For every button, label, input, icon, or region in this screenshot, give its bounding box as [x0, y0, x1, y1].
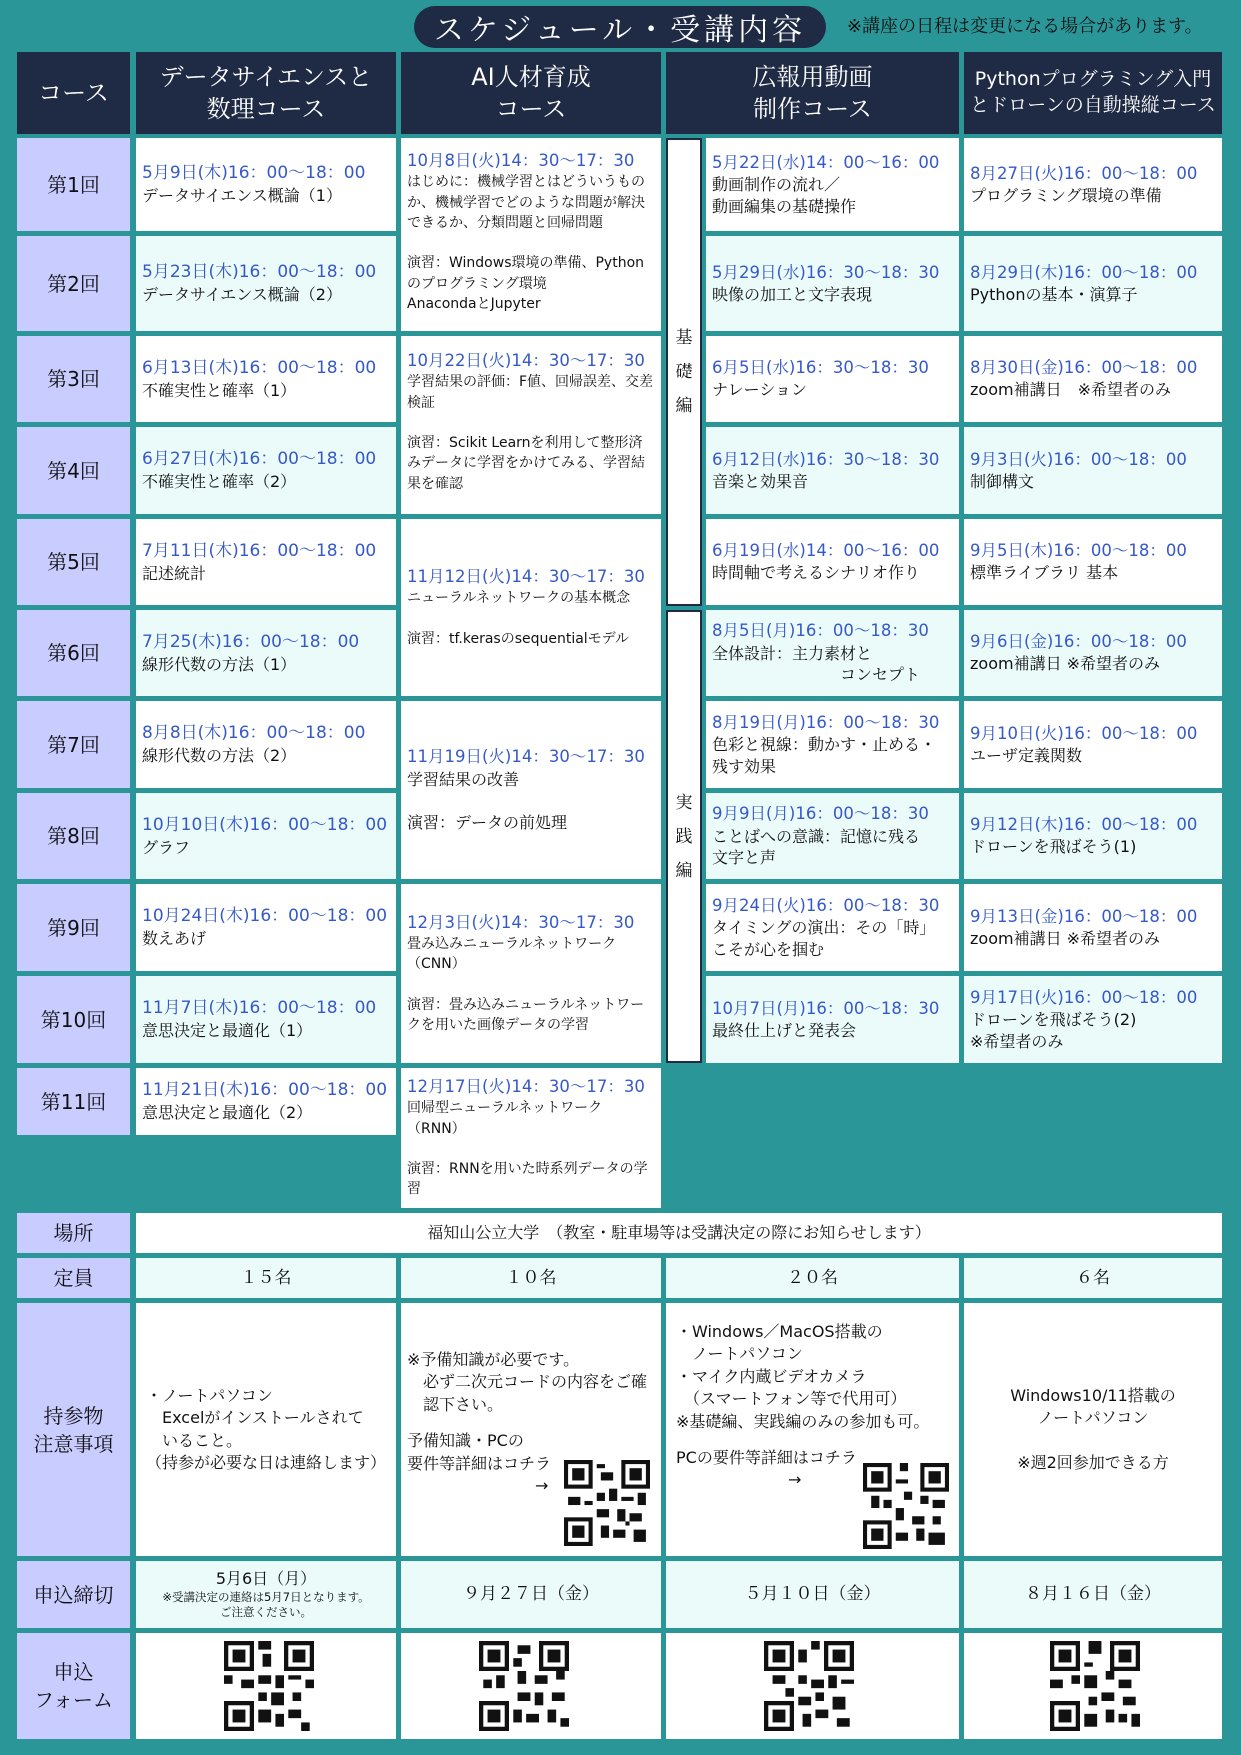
deadline-ds: 5月6日（月） ※受講決定の連絡は5月7日となります。 ご注意ください。 [136, 1561, 396, 1628]
ai-session-5-6: 11月12日(火)14：30〜17：30 ニューラルネットワークの基本概念 演習：tf.kerasのsequentialモデル [401, 519, 661, 696]
ds-session-3: 6月13日(木)16：00〜18：00 不確実性と確率（1） [136, 336, 396, 422]
py-session-4: 9月3日(火)16：00〜18：00 制御構文 [964, 427, 1222, 514]
py-session-8: 9月12日(木)16：00〜18：00 ドローンを飛ばそう(1) [964, 793, 1222, 879]
py-session-1: 8月27日(火)16：00〜18：00 プログラミング環境の準備 [964, 138, 1222, 231]
ds-session-7: 8月8日(木)16：00〜18：00 線形代数の方法（2） [136, 701, 396, 788]
video-session-7: 8月19日(月)16：00〜18：30 色彩と視線：動かす・止める・ 残す効果 [706, 701, 959, 788]
row-label-10: 第10回 [17, 976, 130, 1063]
video-session-5: 6月19日(水)14：00〜16：00 時間軸で考えるシナリオ作り [706, 519, 959, 605]
ds-session-4: 6月27日(木)16：00〜18：00 不確実性と確率（2） [136, 427, 396, 514]
header-video-course: 広報用動画 制作コース [666, 52, 959, 134]
header-course: コース [17, 52, 130, 134]
page-title: スケジュール・受講内容 [414, 6, 826, 48]
items-ds: ・ノートパソコン Excelがインストールされて いること。 （持参が必要な日は連絡します） [136, 1303, 396, 1556]
form-label: 申込 フォーム [17, 1633, 130, 1739]
place-value: 福知山公立大学 （教室・駐車場等は受講決定の際にお知らせします） [136, 1213, 1222, 1253]
video-session-9: 9月24日(火)16：00〜18：30 タイミングの演出：その「時」 こそが心を掴む [706, 884, 959, 971]
row-label-1: 第1回 [17, 138, 130, 231]
ds-session-5: 7月11日(木)16：00〜18：00 記述統計 [136, 519, 396, 605]
py-session-3: 8月30日(金)16：00〜18：00 zoom補講日 ※希望者のみ [964, 336, 1222, 422]
row-label-3: 第3回 [17, 336, 130, 422]
ai-session-1-2: 10月8日(火)14：30〜17：30 はじめに：機械学習とはどういうものか、機械学習でどのような問題が解決できるか、分類問題と回帰問題 演習：Windows環境の準備、Pythonのプログラミング環境 AnacondaとJupyter [401, 138, 661, 331]
schedule-change-notice: ※講座の日程は変更になる場合があります。 [847, 16, 1203, 37]
video-session-2: 5月29日(水)16：30〜18：30 映像の加工と文字表現 [706, 236, 959, 331]
video-practice-label: 実 践 編 [666, 610, 702, 1063]
python-application-form-qr-code[interactable] [1050, 1641, 1140, 1731]
items-ai: ※予備知識が必要です。 必ず二次元コードの内容をご確 認下さい。 予備知識・PCの 要件等詳細はコチラ → [401, 1303, 661, 1556]
row-label-7: 第7回 [17, 701, 130, 788]
py-session-9: 9月13日(金)16：00〜18：00 zoom補講日 ※希望者のみ [964, 884, 1222, 971]
ds-session-6: 7月25(木)16：00〜18：00 線形代数の方法（1） [136, 610, 396, 696]
capacity-py: ６名 [964, 1258, 1222, 1298]
ds-session-8: 10月10日(木)16：00〜18：00 グラフ [136, 793, 396, 879]
video-session-8: 9月9日(月)16：00〜18：30 ことばへの意識：記憶に残る 文字と声 [706, 793, 959, 879]
video-session-1: 5月22日(水)14：00〜16：00 動画制作の流れ／ 動画編集の基礎操作 [706, 138, 959, 231]
ai-application-form-qr-code[interactable] [479, 1641, 569, 1731]
py-session-6: 9月6日(金)16：00〜18：00 zoom補講日 ※希望者のみ [964, 610, 1222, 696]
py-session-5: 9月5日(木)16：00〜18：00 標準ライブラリ 基本 [964, 519, 1222, 605]
deadline-video: ５月１０日（金） [666, 1561, 959, 1628]
ai-session-9-10: 12月3日(火)14：30〜17：30 畳み込みニューラルネットワーク （CNN） 演習：畳み込みニューラルネットワークを用いた画像データの学習 [401, 884, 661, 1063]
header-ai-course: AI人材育成 コース [401, 52, 661, 134]
deadline-label: 申込締切 [17, 1561, 130, 1628]
video-application-form-qr-code[interactable] [764, 1641, 854, 1731]
capacity-ai: １０名 [401, 1258, 661, 1298]
capacity-label: 定員 [17, 1258, 130, 1298]
ds-session-1: 5月9日(木)16：00〜18：00 データサイエンス概論（1） [136, 138, 396, 231]
video-session-4: 6月12日(水)16：30〜18：30 音楽と効果音 [706, 427, 959, 514]
row-label-4: 第4回 [17, 427, 130, 514]
ds-application-form-qr-code[interactable] [224, 1641, 314, 1731]
video-session-6: 8月5日(月)16：00〜18：30 全体設計：主力素材と コンセプト [706, 610, 959, 696]
header-python-course: Pythonプログラミング入門 とドローンの自動操縦コース [964, 52, 1222, 134]
deadline-ai: ９月２７日（金） [401, 1561, 661, 1628]
items-py: Windows10/11搭載の ノートパソコン ※週2回参加できる方 [964, 1303, 1222, 1556]
video-session-10: 10月7日(月)16：00〜18：30 最終仕上げと発表会 [706, 976, 959, 1063]
video-session-3: 6月5日(水)16：30〜18：30 ナレーション [706, 336, 959, 422]
ai-session-7-8: 11月19日(火)14：30〜17：30 学習結果の改善 演習：データの前処理 [401, 701, 661, 879]
row-label-11: 第11回 [17, 1068, 130, 1135]
video-requirements-qr-code[interactable] [863, 1463, 949, 1549]
ai-requirements-qr-code[interactable] [564, 1460, 650, 1546]
row-label-5: 第5回 [17, 519, 130, 605]
ds-session-10: 11月7日(木)16：00〜18：00 意思決定と最適化（1） [136, 976, 396, 1063]
items-video: ・Windows／MacOS搭載の ノートパソコン ・マイク内蔵ビデオカメラ （スマートフォン等で代用可） ※基礎編、実践編のみの参加も可。 PCの要件等詳細はコチラ → [666, 1303, 959, 1556]
deadline-py: ８月１６日（金） [964, 1561, 1222, 1628]
capacity-video: ２０名 [666, 1258, 959, 1298]
py-session-2: 8月29日(木)16：00〜18：00 Pythonの基本・演算子 [964, 236, 1222, 331]
ds-session-11: 11月21日(木)16：00〜18：00 意思決定と最適化（2） [136, 1068, 396, 1135]
row-label-9: 第9回 [17, 884, 130, 971]
ai-session-3-4: 10月22日(火)14：30〜17：30 学習結果の評価：F値、回帰誤差、交差検証 演習：Scikit Learnを利用して整形済みデータに学習をかけてみる、学習結果を確認 [401, 336, 661, 514]
place-label: 場所 [17, 1213, 130, 1253]
ai-session-11: 12月17日(火)14：30〜17：30 回帰型ニューラルネットワーク （RNN） 演習：RNNを用いた時系列データの学習 [401, 1068, 661, 1208]
row-label-6: 第6回 [17, 610, 130, 696]
ds-session-2: 5月23日(木)16：00〜18：00 データサイエンス概論（2） [136, 236, 396, 331]
ds-session-9: 10月24日(木)16：00〜18：00 数えあげ [136, 884, 396, 971]
video-basic-label: 基 礎 編 [666, 138, 702, 606]
py-session-10: 9月17日(火)16：00〜18：00 ドローンを飛ばそう(2) ※希望者のみ [964, 976, 1222, 1063]
capacity-ds: １５名 [136, 1258, 396, 1298]
items-label: 持参物 注意事項 [17, 1303, 130, 1556]
row-label-2: 第2回 [17, 236, 130, 331]
row-label-8: 第8回 [17, 793, 130, 879]
py-session-7: 9月10日(火)16：00〜18：00 ユーザ定義関数 [964, 701, 1222, 788]
header-ds-course: データサイエンスと 数理コース [136, 52, 396, 134]
